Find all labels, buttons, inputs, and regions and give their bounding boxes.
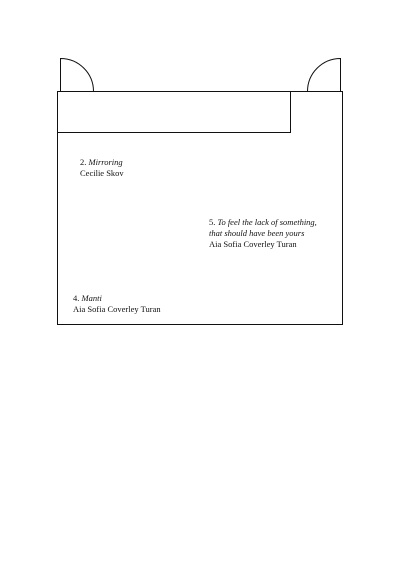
artwork-title: Manti bbox=[81, 293, 102, 303]
artwork-title-line-2: that should have been yours bbox=[209, 228, 305, 238]
artwork-title-line-1: To feel the lack of something, bbox=[217, 217, 317, 227]
door-right bbox=[308, 59, 341, 92]
wall-partition bbox=[58, 92, 291, 133]
artwork-number: 5. bbox=[209, 217, 216, 227]
artwork-number: 2. bbox=[80, 157, 87, 167]
artwork-artist: Cecilie Skov bbox=[80, 168, 124, 178]
artwork-label-mirroring bbox=[80, 157, 124, 179]
artwork-artist: Aia Sofia Coverley Turan bbox=[209, 239, 297, 249]
artwork-label-manti bbox=[73, 293, 161, 315]
artwork-title: Mirroring bbox=[88, 157, 123, 167]
artwork-label-to-feel-the-lack bbox=[209, 217, 317, 250]
artwork-artist: Aia Sofia Coverley Turan bbox=[73, 304, 161, 314]
door-left bbox=[61, 59, 94, 92]
artwork-number: 4. bbox=[73, 293, 80, 303]
room-outline bbox=[58, 92, 343, 325]
